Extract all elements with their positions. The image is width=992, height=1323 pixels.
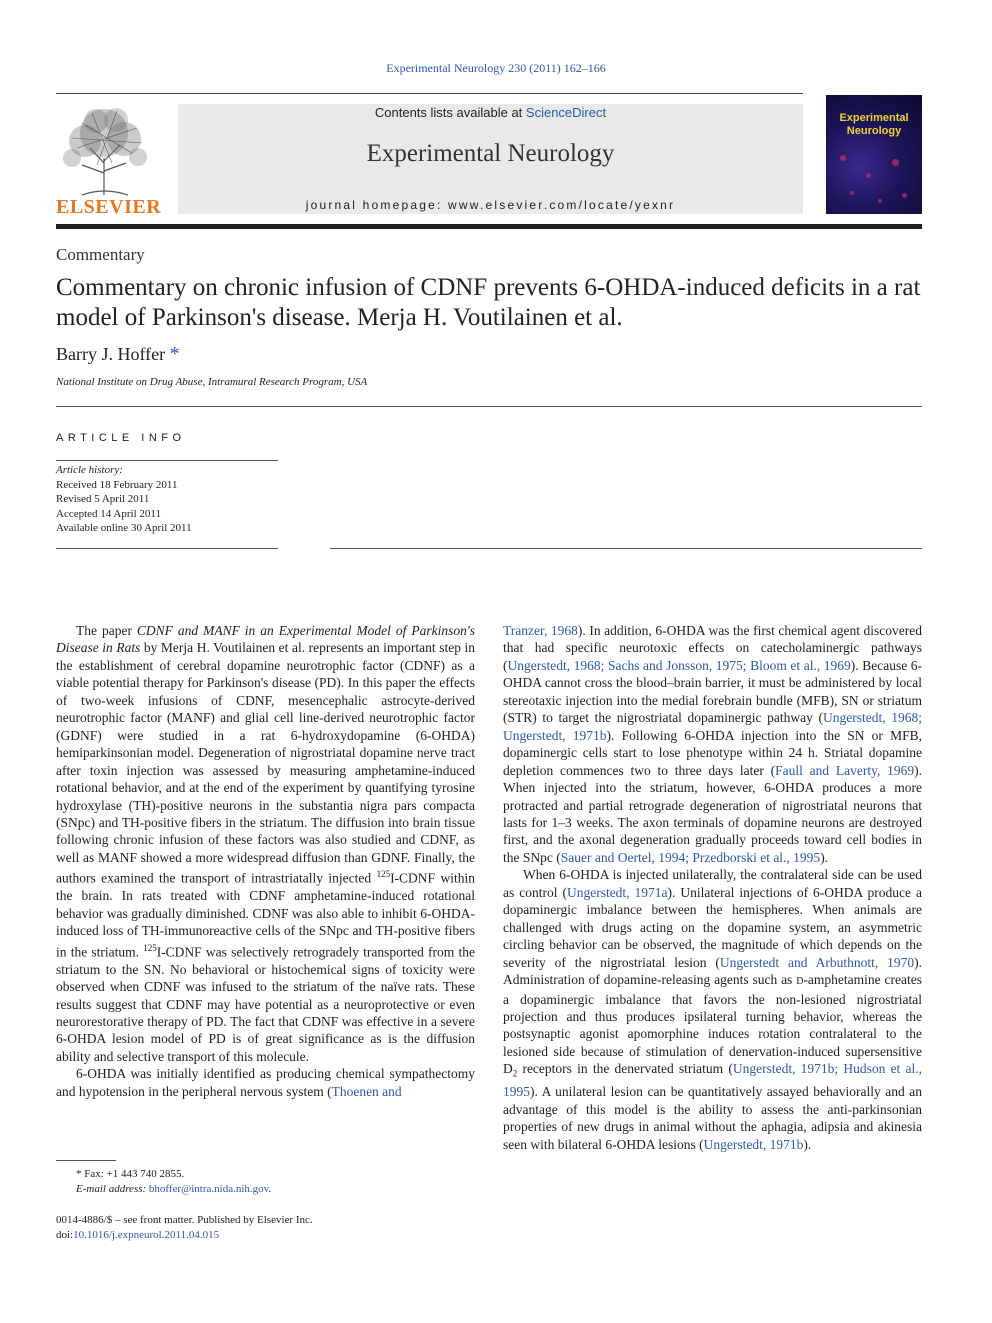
citation-link[interactable]: Ungerstedt, 1971a [566,884,668,900]
journal-name: Experimental Neurology [366,140,615,167]
citation-link[interactable]: Faull and Laverty, 1969 [775,762,915,778]
elsevier-tree-icon [52,103,160,198]
header-rule [56,93,803,94]
journal-homepage[interactable]: journal homepage: www.elsevier.com/locate/yexnr [305,198,676,212]
history-label: Article history: [56,464,123,476]
article-info-heading: ARTICLE INFO [56,432,186,444]
body-paragraph: Tranzer, 1968). In addition, 6-OHDA was the first chemical agent discovered that had specific neurotoxic effects on catecholaminergic pathways (Ungerstedt, 1968; Sachs and Jonsson, 1975; Bloom et al., 1969). Because 6-OHDA cannot cross the blood–brain barrier, it must be administered by local stereotaxic injection into the medial forebrain bundle (MFB), SN or striatum (STR) to target the nigrostriatal dopaminergic pathway (Ungerstedt, 1968; Ungerstedt, 1971b). Following 6-OHDA injection into the SN or MFB, dopaminergic cells start to lose phenotype within 24 h. Striatal dopamine depletion commences two to three days later (Faull and Laverty, 1969). When injected into the striatum, however, 6-OHDA produces a more protracted and partial retrograde degeneration of nigrostriatal neurons that lasts for 1–3 weeks. The axon terminals of dopamine neurons are destroyed first, and the axonal degeneration gradually proceeds toward cell bodies in the SNpc (Sauer and Oertel, 1994; Przedborski et al., 1995). [503,623,922,865]
body-column-right [503,622,922,1153]
citation-link[interactable]: Sauer and Oertel, 1994; Przedborski et al., 1995 [560,849,821,865]
cover-dot [878,199,882,203]
cover-dot [840,155,846,161]
doi-line [56,1228,313,1243]
contents-line [178,105,803,120]
citation-link[interactable]: Ungerstedt, 1971b [703,1136,804,1152]
divider [56,460,278,461]
footnote-rule [56,1160,116,1161]
article-section: Commentary [56,245,145,264]
elsevier-wordmark: ELSEVIER [56,196,162,218]
author [56,343,180,366]
citation-link[interactable]: Ungerstedt, 1968; Sachs and Jonsson, 1975; Bloom et al., 1969 [507,657,851,673]
history-accepted: Accepted 14 April 2011 [56,507,161,520]
article-history [56,463,192,536]
citation-link[interactable]: Ungerstedt, 1971b; Hudson et al., 1995 [503,1061,922,1100]
title-rule [56,224,922,229]
history-revised: Revised 5 April 2011 [56,493,150,505]
contents-prefix: Contents lists available at [374,105,526,120]
body-paragraph: 6-OHDA was initially identified as producing chemical sympathectomy and hypotension in the peripheral nervous system (Thoenen and [56,1066,475,1099]
doi-link[interactable]: 10.1016/j.expneurol.2011.04.015 [73,1229,220,1241]
journal-reference[interactable]: Experimental Neurology 230 (2011) 162–166 [386,61,606,75]
affiliation: National Institute on Drug Abuse, Intramural Research Program, USA [56,376,368,388]
citation-link[interactable]: Ungerstedt, 1968; Ungerstedt, 1971b [503,710,922,743]
email-label: E-mail address: [76,1183,149,1195]
cover-dot [902,193,907,198]
history-received: Received 18 February 2011 [56,478,178,491]
cover-dot [850,191,854,195]
divider [330,548,922,549]
page-footer [56,1213,313,1243]
email-link[interactable]: bhoffer@intra.nida.nih.gov [148,1183,269,1195]
history-online: Available online 30 April 2011 [56,522,192,534]
email-end: . [268,1183,272,1195]
author-footnote [56,1167,271,1197]
journal-cover[interactable] [826,95,922,214]
doi-label: doi: [56,1229,74,1241]
author-name: Barry J. Hoffer [56,344,166,364]
citation-link[interactable]: Tranzer, 1968 [503,623,578,638]
sciencedirect-link[interactable]: ScienceDirect [525,105,607,120]
citation-link[interactable]: Ungerstedt and Arbuthnott, 1970 [719,954,915,970]
issn-line: 0014-4886/$ – see front matter. Published by Elsevier Inc. [56,1214,313,1226]
footnote-email [56,1182,271,1197]
divider [56,548,278,549]
cover-dot [892,159,899,166]
article-title: Commentary on chronic infusion of CDNF prevents 6-OHDA-induced deficits in a rat model of Parkinson's disease. Merja H. Voutilainen et al. [56,274,921,331]
cover-dot [866,173,871,178]
divider [56,406,922,407]
body-paragraph: The paper CDNF and MANF in an Experimental Model of Parkinson's Disease in Rats by Merja H. Voutilainen et al. represents an important step in the establishment of cerebral dopamine neurotrophic factor (CDNF) as a viable potential therapy for Parkinson's disease (PD). In this paper the effects of two-week infusions of CDNF, mesencephalic astrocyte-derived neurotrophic factor (MANF) and glial cell line-derived neurotrophic factor (GDNF) were studied in a rat 6-hydroxydopamine (6-OHDA) hemiparkinsonian model. Degeneration of nigrostriatal dopamine nerve tract after toxin injection was assessed by measuring amphetamine-induced rotational behavior, and at the end of the experiment by quantifying tyrosine hydroxylase (TH)-positive neurons in the substantia nigra pars compacta (SNpc) and TH-positive fibers in the striatum. The diffusion into brain tissue following chronic infusion of these factors was also studied and CDNF, as well as MANF showed a more widespread diffusion than GDNF. Finally, the authors examined the transport of intrastriatally injected $^{125}$I-CDNF within the brain. In rats treated with CDNF amphetamine-induced rotational behavior was gradually diminished. CDNF was also able to inhibit 6-OHDA-induced loss of TH-immunoreactive cells of the SNpc and TH-positive fibers in the striatum. $^{125}$I-CDNF was selectively retrogradely transported from the striatum to the SN. No behavioral or histochemical signs of toxicity were observed when CDNF was infused to the striatum of the naïve rats. These results suggest that CDNF may have potential as a neuroprotective or even neurorestorative therapy of PD. The fact that CDNF was effective in a severe 6-OHDA lesion model of PD is of great significance as is the diffusion ability and selective transport of this molecule. [56,623,475,1064]
body-paragraph: When 6-OHDA is injected unilaterally, the contralateral side can be used as control (Ungerstedt, 1971a). Unilateral injections of 6-OHDA produce a dopaminergic imbalance between the hemispheres. When animals are challenged with drugs acting on the dopamine system, an asymmetric circling behavior can be observed, the magnitude of which depends on the severity of the nigrostriatal lesion (Ungerstedt and Arbuthnott, 1970). Administration of dopamine-releasing agents such as D-amphetamine creates a dopaminergic imbalance that favors the non-lesioned nigrostriatal projection and thus produces ipsilateral turning behavior, whereas the postsynaptic agonist apomorphine induces rotation contralateral to the lesioned side because of stimulation of denervation-induced supersensitive $D_2$ receptors in the denervated striatum (Ungerstedt, 1971b; Hudson et al., 1995). A unilateral lesion can be quantitatively assayed behaviorally and an advantage of this model is the ability to assess the anti-parkinsonian properties of new drugs in animal without the aphagia, adipsia and akinesia seen with bilateral 6-OHDA lesions (Ungerstedt, 1971b). [503,867,923,1152]
citation-link[interactable]: Thoenen and [331,1083,402,1099]
cover-title: Experimental Neurology [839,112,909,137]
body-column-left [56,622,475,1100]
footnote-fax: * Fax: +1 443 740 2855. [76,1168,185,1180]
author-footnote-link[interactable]: * [169,343,180,365]
